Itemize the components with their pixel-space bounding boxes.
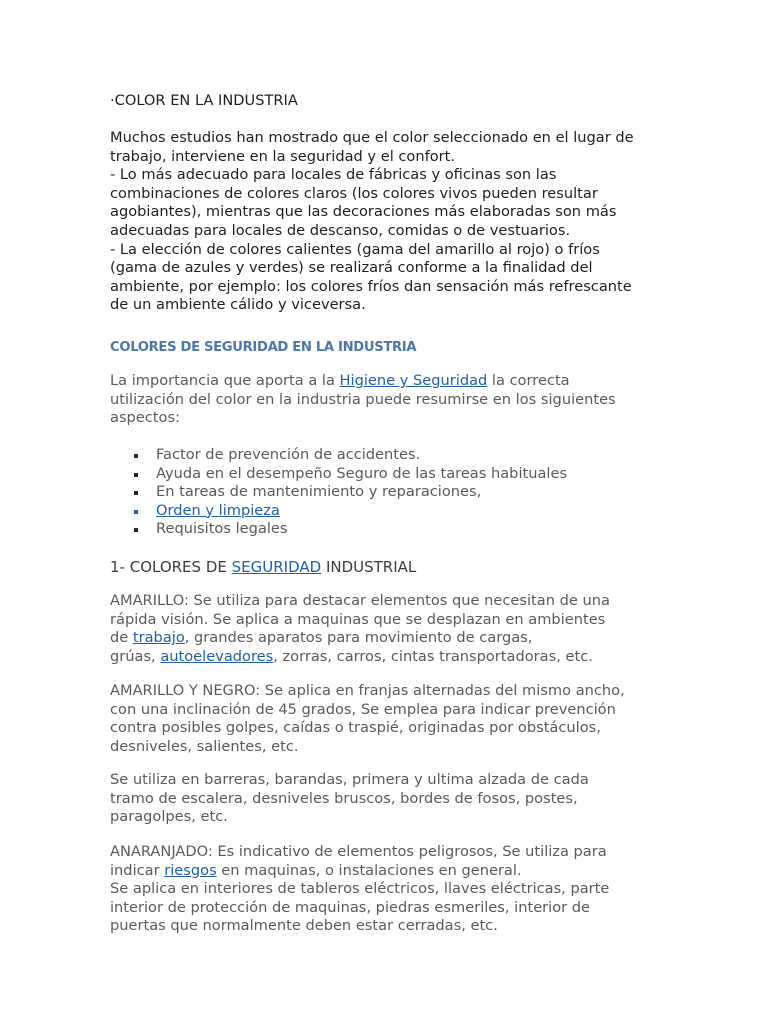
amarillo-negro-line: desniveles, salientes, etc. [110,737,299,755]
intro-line: adecuadas para locales de descanso, comidas o de vestuarios. [110,221,571,239]
aspects-list [110,446,567,539]
anaranjado-line: interior de protección de maquinas, piedras esmeriles, interior de [110,898,591,916]
amarillo-negro-line: con una inclinación de 45 grados, Se emplea para indicar prevención [110,700,616,718]
amarillo-suffix: , zorras, carros, cintas transportadoras, etc. [273,647,593,665]
intro-line: combinaciones de colores claros (los colores vivos pueden resultar [110,184,598,202]
importance-paragraph [110,372,616,428]
anaranjado-line: ANARANJADO: Es indicativo de elementos peligrosos, Se utiliza para [110,843,607,860]
anaranjado-line [110,862,609,881]
list-item: Factor de prevención de accidentes. [110,446,567,465]
riesgos-link[interactable]: riesgos [164,861,217,879]
amarillo-negro-line: AMARILLO Y NEGRO: Se aplica en franjas alternadas del mismo ancho, [110,682,625,699]
higiene-seguridad-link[interactable]: Higiene y Seguridad [339,372,488,389]
seguridad-link[interactable]: SEGURIDAD [231,558,322,576]
barreras-line: tramo de escalera, desniveles bruscos, bordes de fosos, postes, [110,789,578,807]
intro-line: de un ambiente cálido y viceversa. [110,296,366,314]
importance-line: aspectos: [110,409,180,427]
amarillo-line: AMARILLO: Se utiliza para destacar elementos que necesitan de una [110,592,610,609]
list-item: En tareas de mantenimiento y reparaciones, [110,483,567,502]
document-title: ·COLOR EN LA INDUSTRIA [110,92,298,109]
amarillo-paragraph [110,592,610,666]
intro-line: - Lo más adecuado para locales de fábricas y oficinas son las [110,166,557,184]
colors-heading-suffix: INDUSTRIAL [321,558,417,576]
amarillo-prefix: de [110,629,133,647]
barreras-line: Se utiliza en barreras, barandas, primera y ultima alzada de cada [110,771,589,788]
colors-heading-prefix: 1- COLORES DE [110,558,232,576]
amarillo-prefix: grúas, [110,647,161,665]
anaranjado-suffix: en maquinas, o instalaciones en general. [216,861,522,879]
intro-line: - La elección de colores calientes (gama del amarillo al rojo) o fríos [110,240,600,258]
list-item: Requisitos legales [110,520,567,539]
anaranjado-paragraph [110,843,609,936]
colors-heading [110,558,416,577]
amarillo-negro-line: contra posibles golpes, caídas o traspié, originadas por obstáculos, [110,719,601,737]
list-item [110,502,567,521]
importance-suffix: la correcta [487,372,570,389]
barreras-line: paragolpes, etc. [110,808,228,826]
anaranjado-line: Se aplica en interiores de tableros eléctricos, llaves eléctricas, parte [110,880,610,898]
amarillo-negro-paragraph [110,682,625,756]
intro-line: agobiantes), mientras que las decoraciones más elaboradas son más [110,203,617,221]
amarillo-line: rápida visión. Se aplica a maquinas que se desplazan en ambientes [110,610,606,628]
importance-line: utilización del color en la industria puede resumirse en los siguientes [110,390,616,408]
amarillo-suffix: , grandes aparatos para movimiento de cargas, [184,629,533,647]
intro-line: Muchos estudios han mostrado que el color seleccionado en el lugar de [110,129,634,146]
autoelevadores-link[interactable]: autoelevadores [160,647,274,665]
section-heading: COLORES DE SEGURIDAD EN LA INDUSTRIA [110,340,417,355]
amarillo-line [110,629,610,648]
anaranjado-line: puertas que normalmente deben estar cerradas, etc. [110,917,498,935]
intro-line: trabajo, interviene en la seguridad y el confort. [110,147,456,165]
intro-line: ambiente, por ejemplo: los colores fríos dan sensación más refrescante [110,277,632,295]
intro-paragraph [110,129,634,315]
orden-limpieza-link[interactable]: Orden y limpieza [156,501,280,519]
barreras-paragraph [110,771,589,827]
amarillo-line [110,648,610,667]
anaranjado-prefix: indicar [110,861,165,879]
list-item: Ayuda en el desempeño Seguro de las tareas habituales [110,465,567,484]
importance-prefix: La importancia que aporta a la [110,372,340,389]
intro-line: (gama de azules y verdes) se realizará conforme a la finalidad del [110,259,593,277]
trabajo-link[interactable]: trabajo [132,629,185,647]
importance-line [110,372,616,391]
